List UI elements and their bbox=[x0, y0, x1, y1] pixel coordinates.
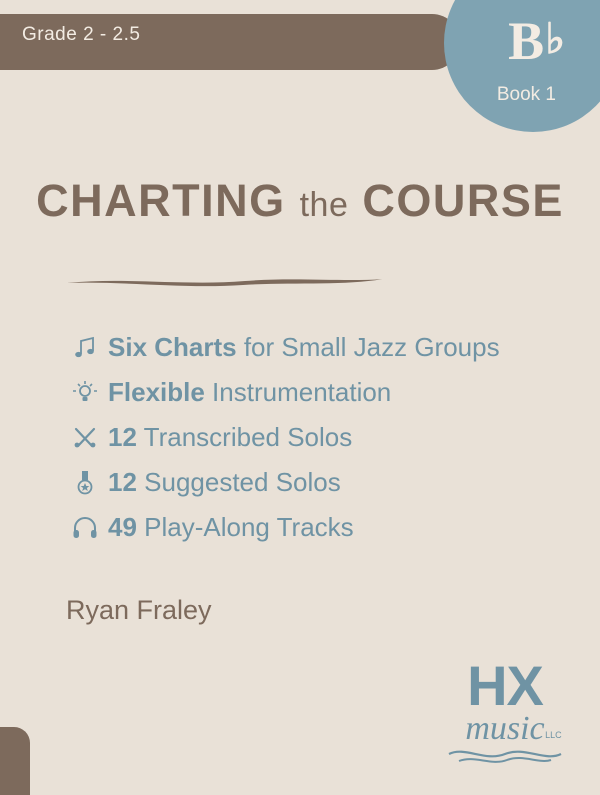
list-item-rest: Suggested Solos bbox=[136, 467, 341, 497]
list-item-label bbox=[108, 467, 341, 498]
list-item-label bbox=[108, 512, 354, 543]
divider-swash bbox=[65, 275, 385, 289]
key-letter-text: B bbox=[508, 11, 546, 71]
key-letter bbox=[508, 10, 566, 72]
feature-list bbox=[62, 325, 532, 550]
logo-wave-icon bbox=[445, 748, 565, 764]
list-item-label bbox=[108, 377, 391, 408]
tools-icon bbox=[62, 425, 108, 451]
list-item-rest: Play-Along Tracks bbox=[136, 512, 354, 542]
logo-mark: HX bbox=[467, 653, 543, 717]
author-name: Ryan Fraley bbox=[66, 595, 212, 625]
list-item-label bbox=[108, 332, 500, 363]
publisher-logo bbox=[440, 653, 570, 769]
grade-label: Grade 2 - 2.5 bbox=[22, 24, 141, 45]
title-part-2: the bbox=[299, 186, 349, 224]
title-part-3: COURSE bbox=[362, 175, 564, 226]
lightbulb-icon bbox=[62, 380, 108, 406]
list-item bbox=[62, 505, 532, 550]
list-item-emphasis: 12 bbox=[108, 467, 137, 497]
list-item-emphasis: Six Charts bbox=[108, 332, 237, 362]
music-note-icon bbox=[62, 335, 108, 361]
page-title bbox=[0, 175, 600, 227]
list-item bbox=[62, 325, 532, 370]
list-item-emphasis: Flexible bbox=[108, 377, 205, 407]
list-item bbox=[62, 415, 532, 460]
headphones-icon bbox=[62, 515, 108, 541]
list-item-label bbox=[108, 422, 352, 453]
list-item-emphasis: 49 bbox=[108, 512, 137, 542]
key-accidental: ♭ bbox=[545, 17, 566, 63]
list-item-rest: Instrumentation bbox=[204, 377, 392, 407]
list-item-rest: for Small Jazz Groups bbox=[236, 332, 500, 362]
medal-icon bbox=[62, 470, 108, 496]
book-label: Book 1 bbox=[496, 84, 556, 105]
list-item-emphasis: 12 bbox=[108, 422, 137, 452]
logo-suffix: LLC bbox=[545, 730, 562, 740]
list-item-rest: Transcribed Solos bbox=[136, 422, 353, 452]
title-part-1: CHARTING bbox=[36, 175, 286, 226]
logo-name-wrap bbox=[465, 710, 562, 747]
logo-name: music bbox=[465, 710, 545, 747]
list-item bbox=[62, 460, 532, 505]
list-item bbox=[62, 370, 532, 415]
corner-tab bbox=[0, 727, 30, 795]
